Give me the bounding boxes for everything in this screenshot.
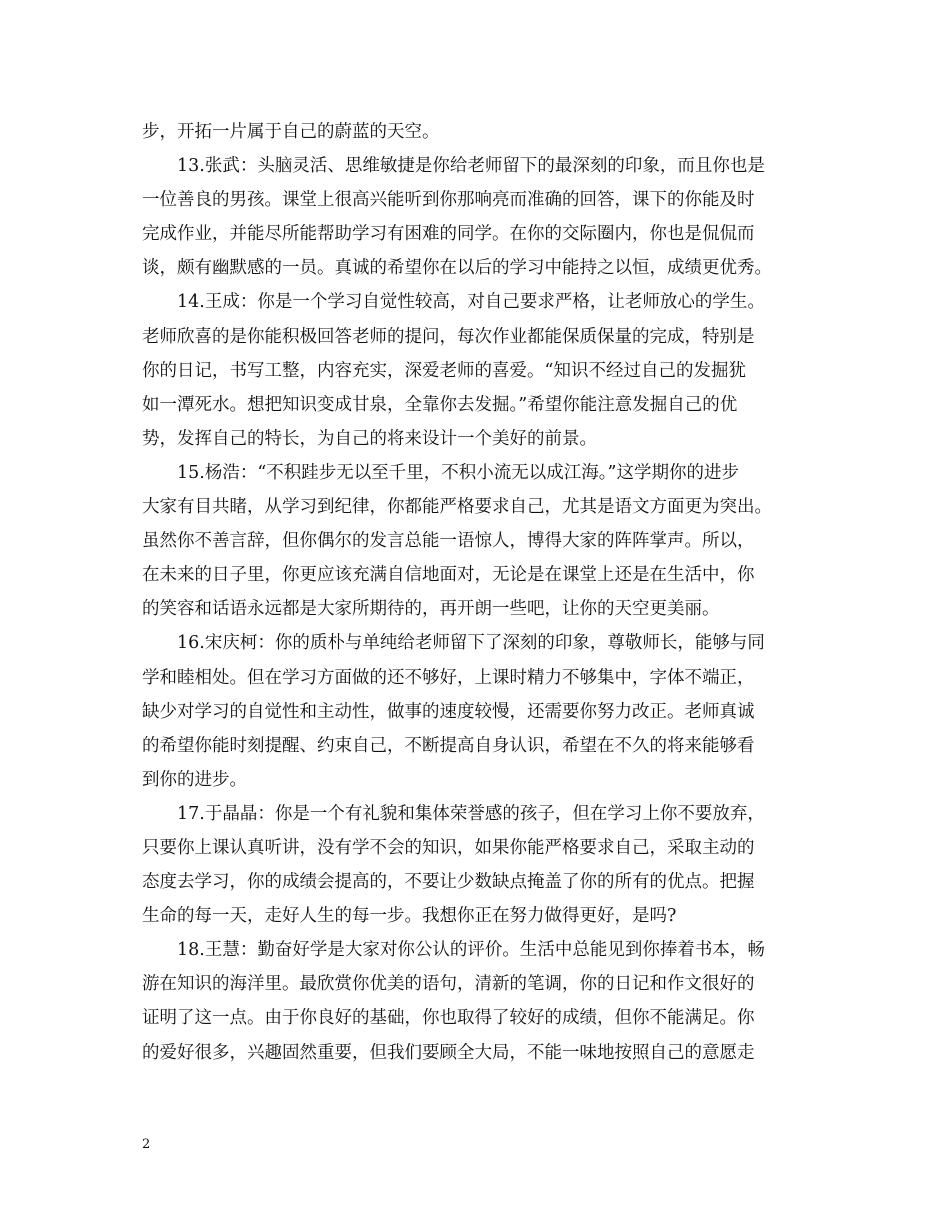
text-line: 15.杨浩：“不积跬步无以至千里，不积小流无以成江海。”这学期你的进步	[177, 462, 739, 483]
text-line: 的希望你能时刻提醒、约束自己，不断提高自身认识，希望在不久的将来能够看	[142, 735, 755, 756]
text-line: 态度去学习，你的成绩会提高的，不要让少数缺点掩盖了你的所有的优点。把握	[142, 872, 755, 893]
text-line: 的笑容和话语永远都是大家所期待的，再开朗一些吧，让你的天空更美丽。	[142, 599, 720, 620]
text-line: 17.于晶晶：你是一个有礼貌和集体荣誉感的孩子，但在学习上你不要放弃，	[177, 803, 765, 824]
text-line: 生命的每一天，走好人生的每一步。我想你正在努力做得更好，是吗?	[142, 906, 677, 927]
text-line: 在未来的日子里，你更应该充满自信地面对，无论是在课堂上还是在生活中，你	[142, 565, 755, 586]
text-line: 14.王成：你是一个学习自觉性较高，对自己要求严格，让老师放心的学生。	[177, 292, 765, 313]
text-line: 到你的进步。	[142, 769, 247, 790]
text-line: 游在知识的海洋里。最欣赏你优美的语句，清新的笔调，你的日记和作文很好的	[142, 974, 755, 995]
text-line: 你的日记，书写工整，内容充实，深爱老师的喜爱。“知识不经过自己的发掘犹	[142, 360, 746, 381]
text-line: 谈，颇有幽默感的一员。真诚的希望你在以后的学习中能持之以恒，成绩更优秀。	[142, 258, 772, 279]
text-line: 13.张武：头脑灵活、思维敏捷是你给老师留下的最深刻的印象，而且你也是	[177, 156, 765, 177]
text-line: 一位善良的男孩。课堂上很高兴能听到你那响亮而准确的回答，课下的你能及时	[142, 190, 755, 211]
text-line: 如一潭死水。想把知识变成甘泉，全靠你去发掘。”希望你能注意发掘自己的优	[142, 394, 738, 415]
text-line: 完成作业，并能尽所能帮助学习有困难的同学。在你的交际圈内，你也是侃侃而	[142, 224, 755, 245]
page-number: 2	[142, 1137, 151, 1152]
text-line: 只要你上课认真听讲，没有学不会的知识，如果你能严格要求自己，采取主动的	[142, 837, 755, 858]
text-line: 老师欣喜的是你能积极回答老师的提问，每次作业都能保质保量的完成，特别是	[142, 326, 755, 347]
text-line: 18.王慧：勤奋好学是大家对你公认的评价。生活中总能见到你捧着书本，畅	[177, 940, 765, 961]
text-line: 的爱好很多，兴趣固然重要，但我们要顾全大局，不能一味地按照自己的意愿走	[142, 1042, 755, 1063]
text-line: 大家有目共睹，从学习到纪律，你都能严格要求自己，尤其是语文方面更为突出。	[142, 497, 772, 518]
text-line: 势，发挥自己的特长，为自己的将来设计一个美好的前景。	[142, 428, 597, 449]
text-line: 证明了这一点。由于你良好的基础，你也取得了较好的成绩，但你不能满足。你	[142, 1008, 755, 1029]
document-body	[142, 115, 814, 1070]
text-line: 学和睦相处。但在学习方面做的还不够好，上课时精力不够集中，字体不端正，	[142, 667, 755, 688]
text-line: 16.宋庆柯：你的质朴与单纯给老师留下了深刻的印象，尊敬师长，能够与同	[177, 633, 765, 654]
text-line: 步，开拓一片属于自己的蔚蓝的天空。	[142, 122, 440, 142]
text-line: 缺少对学习的自觉性和主动性，做事的速度较慢，还需要你努力改正。老师真诚	[142, 701, 755, 722]
text-line: 虽然你不善言辞，但你偶尔的发言总能一语惊人，博得大家的阵阵掌声。所以，	[142, 531, 755, 552]
